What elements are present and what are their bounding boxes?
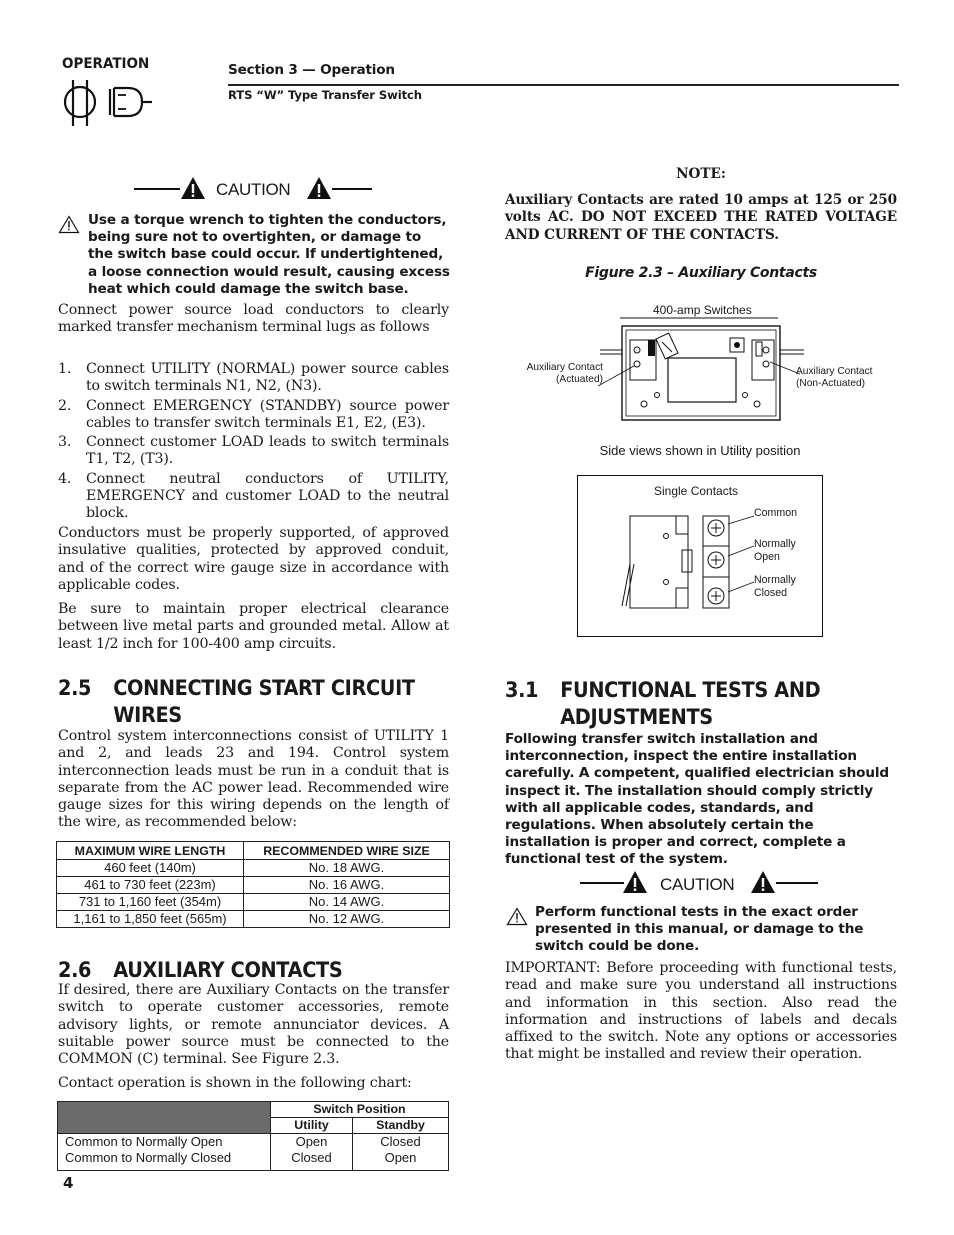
warning-icon	[750, 870, 776, 894]
caution-text-2: Perform functional tests in the exact order presented in this manual, or damage to the switch could be done.	[535, 904, 864, 955]
caution-outline-icon	[58, 215, 80, 234]
table-header-row	[58, 1102, 449, 1118]
figure-single-contacts	[577, 475, 823, 637]
contact-operation-table	[57, 1101, 449, 1171]
table-cell: Common to Normally Open	[58, 1134, 271, 1151]
warning-icon	[622, 870, 648, 894]
table-row	[57, 860, 450, 877]
table-row	[58, 1150, 449, 1171]
header-rule	[228, 84, 899, 86]
logo-text: OPERATION	[62, 56, 150, 72]
table-cell: No. 12 AWG.	[244, 911, 450, 928]
chart-intro: Contact operation is shown in the following chart:	[58, 1075, 412, 1091]
table-row	[57, 911, 450, 928]
table-header-row	[57, 842, 450, 860]
connect-paragraph: Connect power source load conductors to clearly marked transfer mechanism terminal lugs as follows	[58, 302, 449, 336]
section-2-6-text: If desired, there are Auxiliary Contacts on the transfer switch to operate customer accessories, remote advisory lights, or remote annunciator devices. A suitable power source must be connected to the COMMON (C) terminal. See Figure 2.3.	[58, 982, 449, 1068]
table-cell: 461 to 730 feet (223m)	[57, 877, 244, 894]
table-cell: Common to Normally Closed	[58, 1150, 271, 1171]
table-cell: 1,161 to 1,850 feet (565m)	[57, 911, 244, 928]
note-label: NOTE:	[676, 166, 726, 182]
list-item: 1. Connect UTILITY (NORMAL) power source cables to switch terminals N1, N2, (N3).	[58, 361, 449, 395]
section-heading-3-1: 3.1 FUNCTIONAL TESTS AND ADJUSTMENTS	[505, 678, 821, 729]
table-header-cell: Utility	[271, 1118, 353, 1134]
caution-line-left	[134, 188, 180, 190]
list-item: 3. Connect customer LOAD leads to switch terminals T1, T2, (T3).	[58, 434, 449, 468]
table-header-cell: RECOMMENDED WIRE SIZE	[244, 842, 450, 860]
warning-icon	[306, 176, 332, 200]
section-2-5-text: Control system interconnections consist of UTILITY 1 and 2, and leads 23 and 194. Control system interconnection leads must be run in a conduit that is separate from the AC power lead. Recommended wire gauge sizes for this wiring depends on the length of the wire, as recommended below:	[58, 728, 449, 831]
caution-banner-1	[134, 172, 374, 204]
list-item: 2. Connect EMERGENCY (STANDBY) source power cables to transfer switch terminals E1, E2, (E3).	[58, 397, 449, 431]
table-row	[57, 894, 450, 911]
table-header-cell: MAXIMUM WIRE LENGTH	[57, 842, 244, 860]
section-3-1-text: Following transfer switch installation and interconnection, inspect the entire installation carefully. A competent, qualified electrician should inspect it. The installation should comply strictly with all applicable codes, standards, and regulations. When absolutely certain the installation is proper and correct, complete a functional test of the system.	[505, 731, 889, 868]
normally-open-label: Normally Open	[754, 538, 796, 563]
section-heading-2-6: 2.6 AUXILIARY CONTACTS	[58, 958, 343, 982]
caution-line-left	[580, 882, 624, 884]
table-cell: Open	[271, 1134, 353, 1151]
warning-icon	[180, 176, 206, 200]
header-subtitle: RTS “W” Type Transfer Switch	[228, 88, 422, 102]
operation-logo	[62, 56, 162, 132]
table-cell: 460 feet (140m)	[57, 860, 244, 877]
caution-line-right	[332, 188, 372, 190]
normally-closed-label: Normally Closed	[754, 574, 796, 599]
table-cell: Closed	[271, 1150, 353, 1171]
table-header-cell: Switch Position	[271, 1102, 449, 1118]
table-cell: No. 14 AWG.	[244, 894, 450, 911]
caution-line-right	[776, 882, 818, 884]
conductors-paragraph: Conductors must be properly supported, of approved insulative qualities, protected by approved conduit, and of the correct wire gauge size in accordance with applicable codes.	[58, 525, 449, 593]
aux-contact-non-actuated-label: Auxiliary Contact (Non-Actuated)	[796, 366, 873, 389]
figure-400-amp	[520, 300, 890, 430]
aux-contact-actuated-label: Auxiliary Contact (Actuated)	[526, 362, 603, 385]
clearance-paragraph: Be sure to maintain proper electrical clearance between live metal parts and grounded metal. Allow at least 1/2 inch for 100-400 amp circuits.	[58, 601, 449, 652]
wire-size-table	[56, 841, 450, 928]
plug-icon	[62, 76, 158, 132]
table-cell: No. 18 AWG.	[244, 860, 450, 877]
caution-text-1: Use a torque wrench to tighten the conductors, being sure not to overtighten, or damage to the switch base could occur. If undertightened, a loose connection would result, causing excess heat which could damage the switch base.	[88, 212, 450, 297]
connection-steps	[58, 361, 449, 523]
figure-top-label: 400-amp Switches	[653, 303, 752, 317]
important-paragraph: IMPORTANT: Before proceeding with functional tests, read and make sure you understand all instructions and information in this section. Also read the information and instructions of labels and decals affixed to the switch. Note any options or accessories that might be installed and review their operation.	[505, 960, 897, 1063]
section-heading-2-5: 2.5 CONNECTING START CIRCUIT WIRES	[58, 676, 415, 727]
table-cell: Closed	[353, 1134, 449, 1151]
table-header-shaded	[58, 1102, 271, 1134]
section-title: Section 3 — Operation	[228, 62, 395, 78]
caution-label: CAUTION	[660, 875, 735, 894]
table-header-cell: Standby	[353, 1118, 449, 1134]
table-row	[57, 877, 450, 894]
page-number: 4	[63, 1174, 74, 1192]
single-contacts-label: Single Contacts	[654, 484, 739, 498]
note-text: Auxiliary Contacts are rated 10 amps at 125 or 250 volts AC. DO NOT EXCEED THE RATED VOLTAGE AND CURRENT OF THE CONTACTS.	[505, 192, 897, 243]
side-views-label: Side views shown in Utility position	[599, 443, 801, 458]
table-row	[58, 1134, 449, 1151]
caution-outline-icon	[506, 907, 528, 926]
caution-label: CAUTION	[216, 180, 291, 199]
table-cell: Open	[353, 1150, 449, 1171]
common-label: Common	[754, 507, 797, 519]
figure-caption: Figure 2.3 – Auxiliary Contacts	[585, 265, 817, 281]
caution-banner-2	[580, 867, 820, 899]
table-cell: No. 16 AWG.	[244, 877, 450, 894]
list-item: 4. Connect neutral conductors of UTILITY, EMERGENCY and customer LOAD to the neutral block.	[58, 470, 449, 522]
table-cell: 731 to 1,160 feet (354m)	[57, 894, 244, 911]
